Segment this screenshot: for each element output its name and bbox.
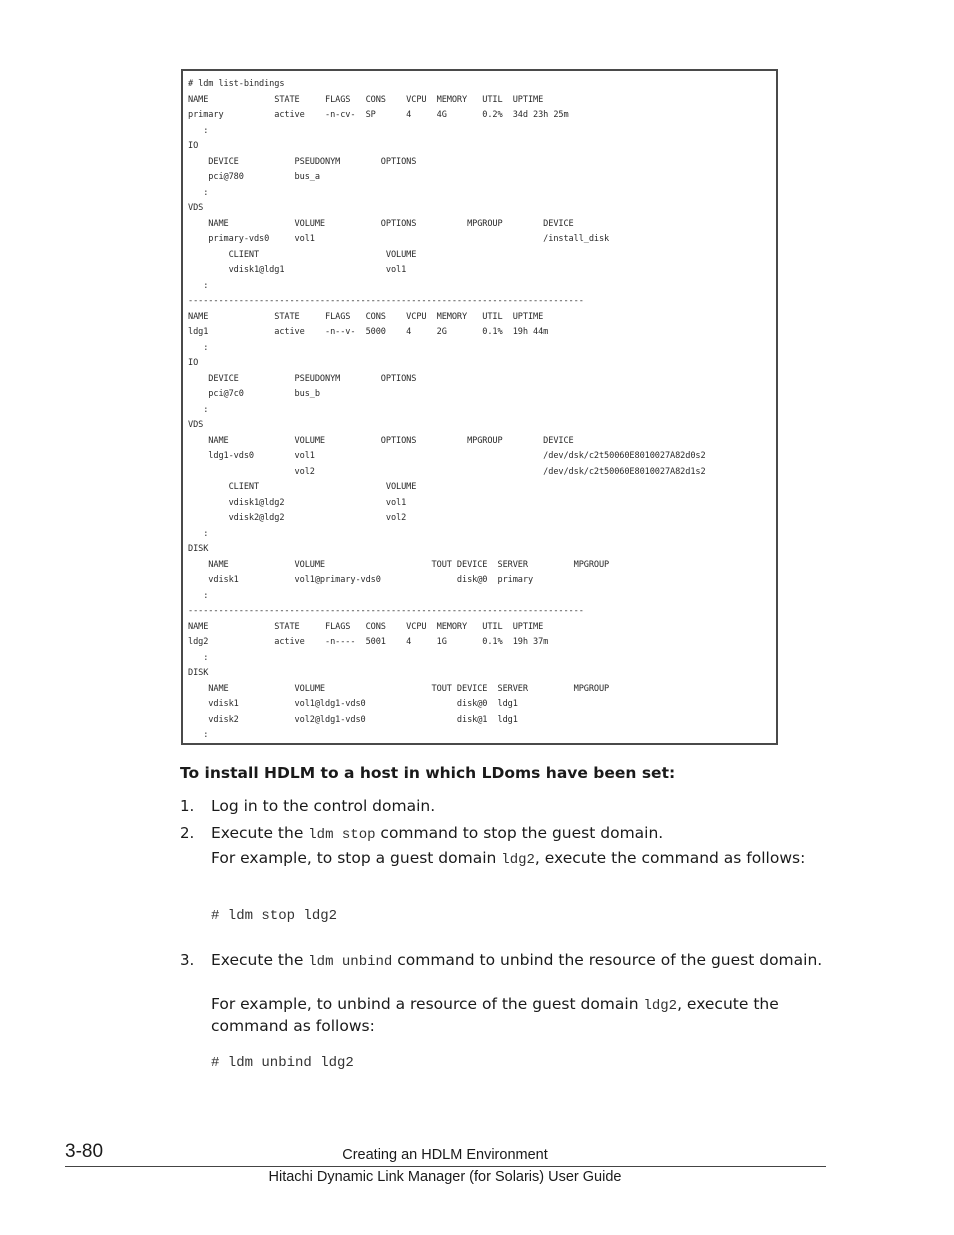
terminal-line: :	[188, 187, 209, 198]
step-text-post: command to stop the guest domain.	[375, 824, 664, 842]
terminal-line: pci@780 bus_a	[188, 172, 320, 182]
step-number: 3.	[180, 951, 195, 969]
terminal-line: NAME VOLUME OPTIONS MPGROUP DEVICE	[188, 218, 574, 229]
example-text	[211, 848, 831, 870]
terminal-line: :	[188, 125, 209, 136]
terminal-line: vdisk2@ldg2 vol2	[188, 513, 407, 523]
example-text-post: , execute the command as follows:	[211, 995, 779, 1035]
terminal-line: NAME STATE FLAGS CONS VCPU MEMORY UTIL UPTIME	[188, 311, 544, 322]
terminal-line: :	[188, 652, 209, 663]
terminal-line: DEVICE PSEUDONYM OPTIONS	[188, 373, 417, 384]
step-text-pre: Execute the	[211, 951, 309, 969]
terminal-line: :	[188, 590, 209, 601]
terminal-line: :	[188, 528, 209, 539]
terminal-line: vdisk1 vol1@primary-vds0 disk@0 primary	[188, 575, 534, 585]
footer-book-title: Hitachi Dynamic Link Manager (for Solaris) User Guide	[268, 1169, 622, 1185]
terminal-line: ldg1 active -n--v- 5000 4 2G 0.1% 19h 44m	[188, 327, 549, 337]
terminal-line: # ldm list-bindings	[188, 79, 285, 89]
step-number: 2.	[180, 824, 195, 842]
terminal-line: CLIENT VOLUME	[188, 482, 417, 492]
inline-command: ldg2	[501, 852, 535, 868]
terminal-line: vdisk1@ldg2 vol1	[188, 497, 407, 508]
step-text-post: command to unbind the resource of the guest domain.	[392, 951, 823, 969]
terminal-line: NAME STATE FLAGS CONS VCPU MEMORY UTIL UPTIME	[188, 94, 544, 105]
terminal-line: CLIENT VOLUME	[188, 249, 417, 260]
terminal-line: NAME VOLUME OPTIONS MPGROUP DEVICE	[188, 435, 574, 446]
terminal-line: DEVICE PSEUDONYM OPTIONS	[188, 156, 417, 167]
terminal-line: IO	[188, 141, 199, 151]
terminal-line: DISK	[188, 544, 209, 554]
terminal-line: vdisk1@ldg1 vol1	[188, 265, 407, 275]
terminal-line: :	[188, 280, 209, 291]
terminal-line: ------------------------------------------------------------------------------	[188, 296, 584, 306]
terminal-line: VDS	[188, 420, 204, 430]
terminal-line: IO	[188, 358, 199, 368]
inline-command: ldm stop	[308, 827, 376, 843]
example-text	[211, 994, 831, 1036]
footer-divider	[65, 1166, 826, 1167]
inline-command: ldm unbind	[308, 954, 393, 970]
step-text	[211, 823, 831, 845]
terminal-line: :	[188, 404, 209, 415]
terminal-line: NAME STATE FLAGS CONS VCPU MEMORY UTIL UPTIME	[188, 621, 544, 632]
footer-section-title: Creating an HDLM Environment	[342, 1147, 548, 1163]
terminal-line: primary active -n-cv- SP 4 4G 0.2% 34d 23h 25m	[188, 110, 569, 120]
example-text-pre: For example, to stop a guest domain	[211, 849, 502, 867]
terminal-line: VDS	[188, 203, 204, 213]
example-text-post: , execute the command as follows:	[534, 849, 806, 867]
terminal-line: DISK	[188, 668, 209, 678]
procedure-heading: To install HDLM to a host in which LDoms have been set:	[180, 764, 676, 782]
step-text	[211, 950, 831, 972]
terminal-line: NAME VOLUME TOUT DEVICE SERVER MPGROUP	[188, 683, 610, 694]
example-text-pre: For example, to unbind a resource of the guest domain	[211, 995, 644, 1013]
terminal-line: ------------------------------------------------------------------------------	[188, 606, 584, 616]
terminal-line: :	[188, 342, 209, 353]
terminal-output-figure	[181, 69, 778, 745]
terminal-line: NAME VOLUME TOUT DEVICE SERVER MPGROUP	[188, 559, 610, 570]
terminal-line: vdisk2 vol2@ldg1-vds0 disk@1 ldg1	[188, 714, 518, 725]
step-text-pre: Execute the	[211, 824, 309, 842]
terminal-line: vdisk1 vol1@ldg1-vds0 disk@0 ldg1	[188, 699, 518, 709]
code-block: # ldm stop ldg2	[211, 908, 338, 924]
terminal-line: :	[188, 730, 209, 740]
terminal-line: pci@7c0 bus_b	[188, 389, 320, 399]
page-number: 3-80	[65, 1141, 104, 1162]
terminal-line: ldg2 active -n---- 5001 4 1G 0.1% 19h 37m	[188, 637, 549, 647]
terminal-line: ldg1-vds0 vol1 /dev/dsk/c2t50060E8010027A82d0s2	[188, 451, 706, 461]
code-block: # ldm unbind ldg2	[211, 1055, 354, 1071]
step-number: 1.	[180, 797, 195, 815]
step-text: Log in to the control domain.	[211, 797, 436, 815]
terminal-line: vol2 /dev/dsk/c2t50060E8010027A82d1s2	[188, 466, 706, 477]
inline-command: ldg2	[643, 998, 678, 1014]
terminal-line: primary-vds0 vol1 /install_disk	[188, 234, 610, 244]
